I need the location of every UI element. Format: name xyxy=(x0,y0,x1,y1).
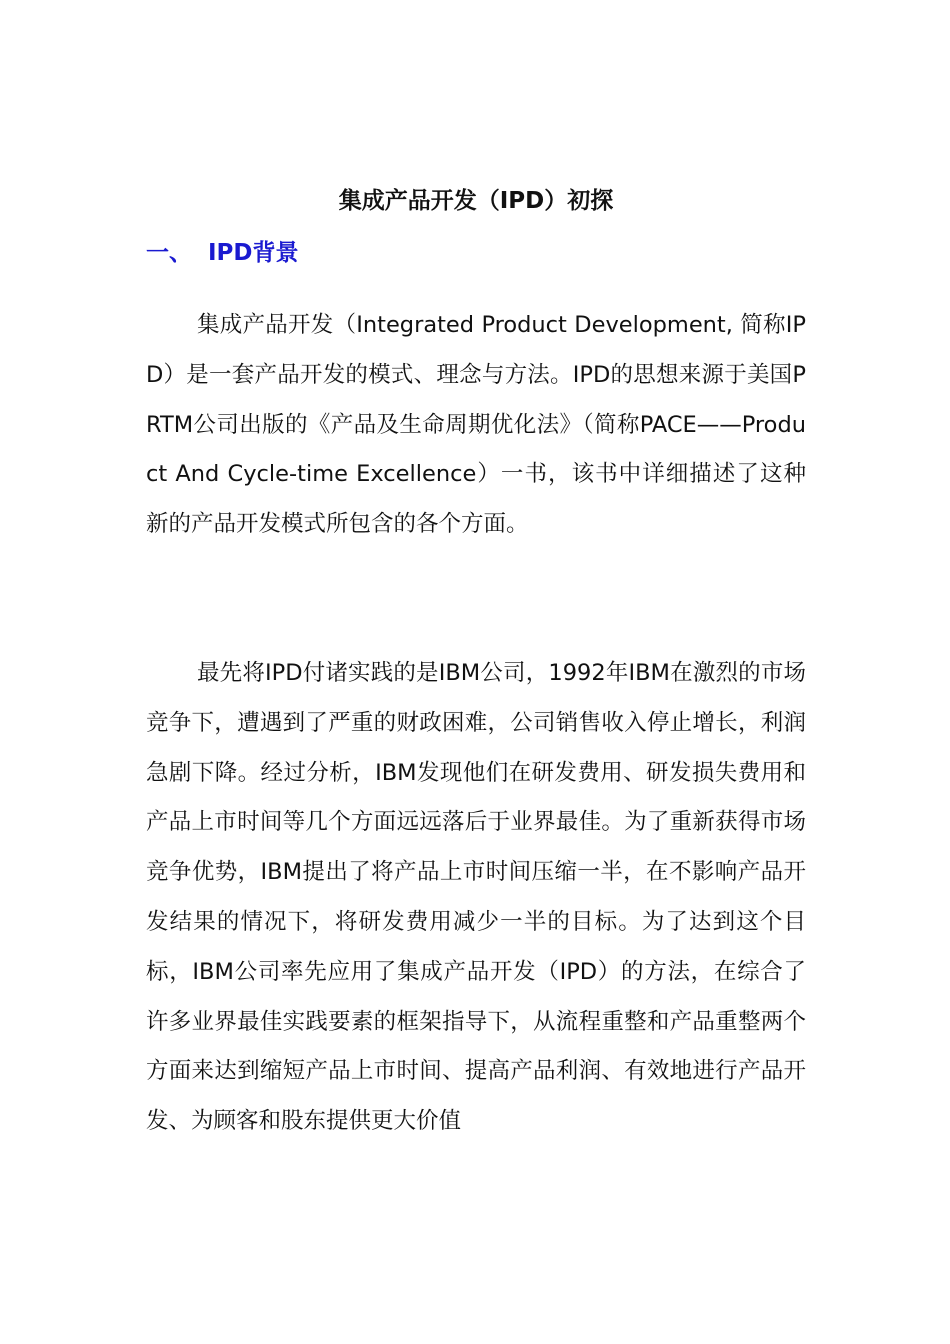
document-page xyxy=(146,0,806,1344)
section-number: 一、 xyxy=(146,240,192,266)
section-heading xyxy=(146,236,299,270)
document-title: 集成产品开发（IPD）初探 xyxy=(338,188,614,214)
section-title: IPD背景 xyxy=(208,240,299,266)
paragraph-ibm-history: 最先将IPD付诸实践的是IBM公司，1992年IBM在激烈的市场竞争下，遭遇到了严重的财政困难，公司销售收入停止增长，利润急剧下降。经过分析，IBM发现他们在研发费用、研发损失费用和产品上市时间等几个方面远远落后于业界最佳。为了重新获得市场竞争优势，IBM提出了将产品上市时间压缩一半，在不影响产品开发结果的情况下，将研发费用减少一半的目标。为了达到这个目标，IBM公司率先应用了集成产品开发（IPD）的方法，在综合了许多业界最佳实践要素的框架指导下，从流程重整和产品重整两个方面来达到缩短产品上市时间、提高产品利润、有效地进行产品开发、为顾客和股东提供更大价值 xyxy=(146,660,806,1135)
paragraph-ipd-definition: 集成产品开发（Integrated Product Development, 简称IPD）是一套产品开发的模式、理念与方法。IPD的思想来源于美国PRTM公司出版的《产品及生命周期优化法》（简称PACE——Product And Cycle-time Excellence）一书，该书中详细描述了这种新的产品开发模式所包含的各个方面。 xyxy=(146,312,806,538)
